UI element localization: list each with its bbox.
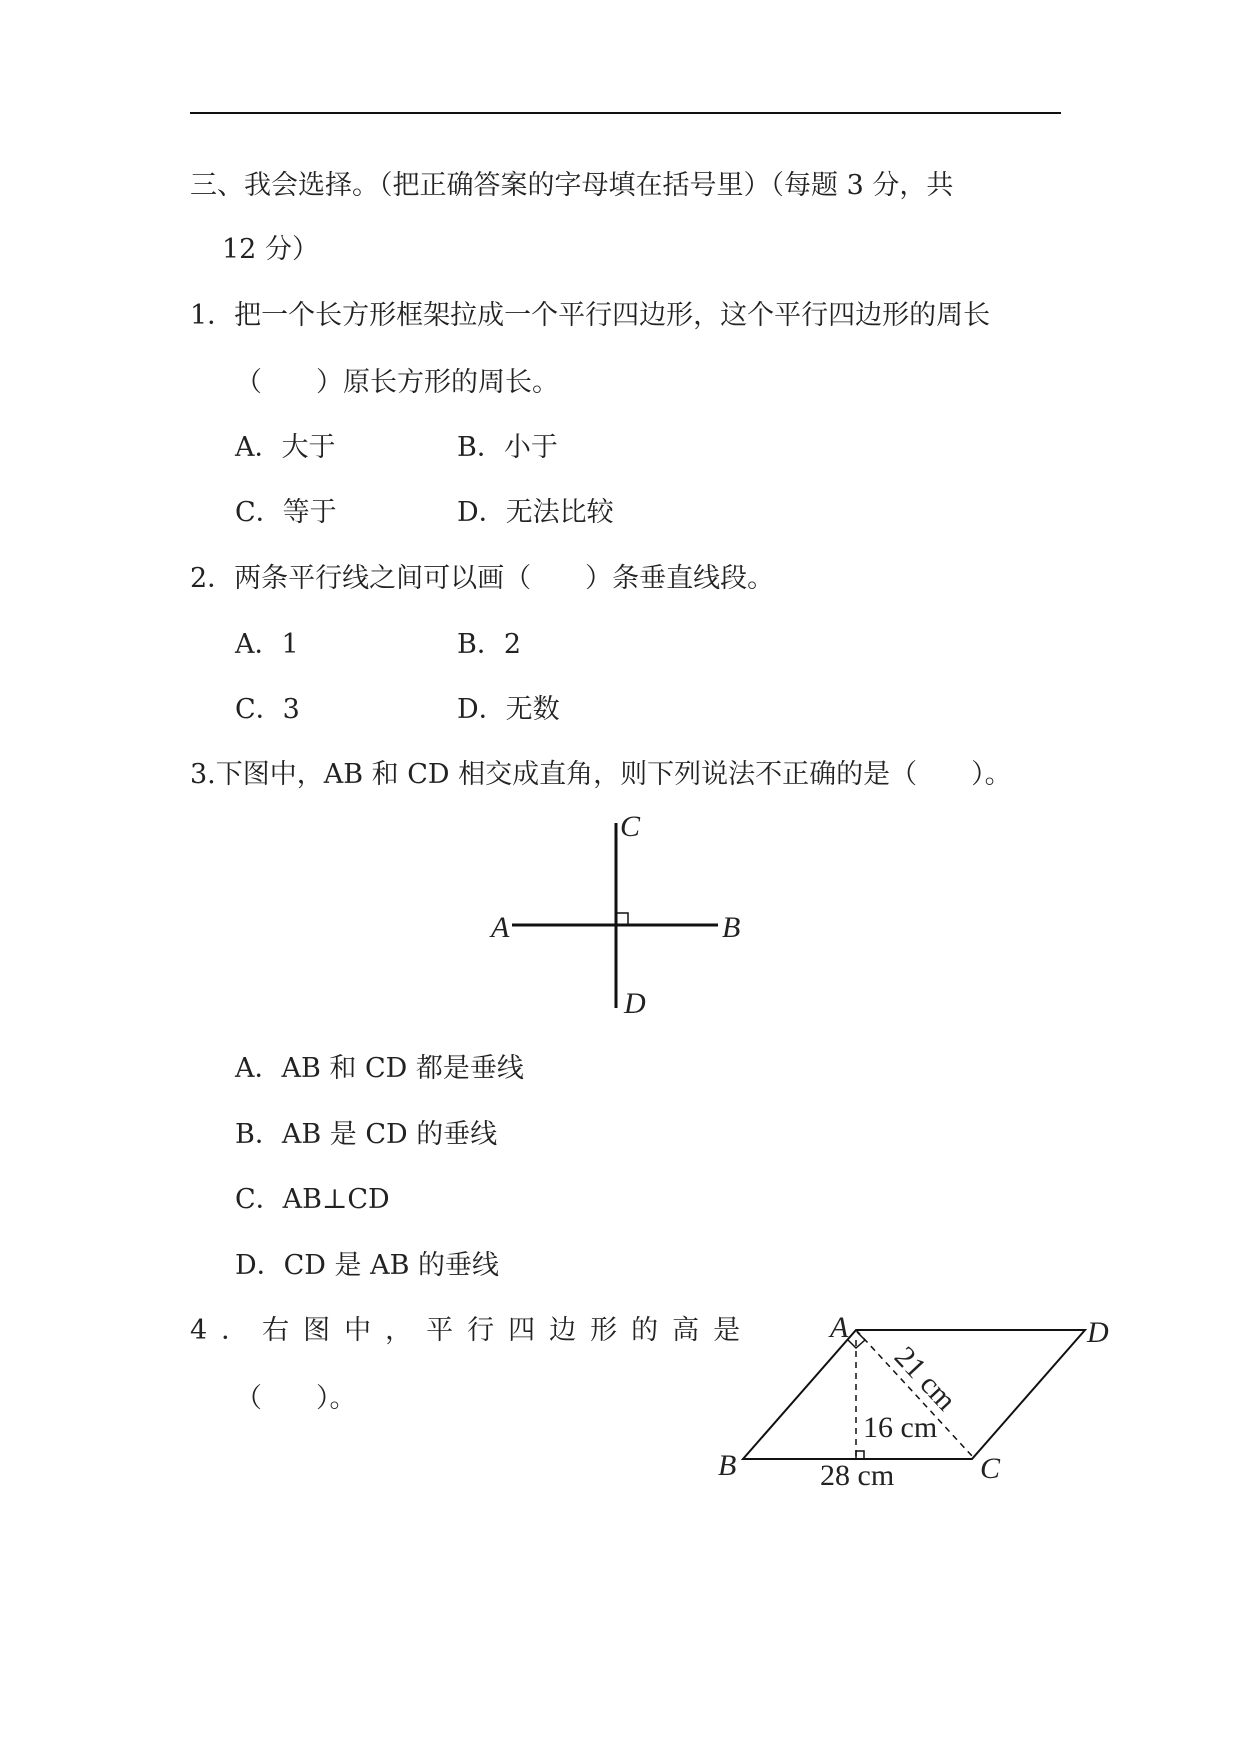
q1-text-cont: （ ）原长方形的周长。 [235,367,559,398]
label-a: A [830,1311,849,1344]
q3-option-b: B．AB 是 CD 的垂线 [235,1119,498,1150]
q2-option-a: A．1 [235,629,299,660]
label-c: C [980,1452,1001,1485]
q2-option-b: B．2 [457,629,522,660]
label-d: D [624,987,646,1020]
section-heading: 三、我会选择。（把正确答案的字母填在括号里）（每题 3 分，共 [190,170,954,201]
q3-option-d: D．CD 是 AB 的垂线 [235,1250,500,1281]
label-b: B [722,911,741,944]
q2-text: 2．两条平行线之间可以画（ ）条垂直线段。 [190,563,775,594]
q3-option-c: C．AB⊥CD [235,1184,390,1215]
q2-option-c: C．3 [235,694,300,725]
q3-text: 3.下图中，AB 和 CD 相交成直角，则下列说法不正确的是（ ）。 [190,759,1012,790]
perpendicular-lines-figure [489,810,740,1020]
diagonal-length: 21 cm [887,1340,963,1418]
q1-text: 1．把一个长方形框架拉成一个平行四边形，这个平行四边形的周长 [190,300,991,331]
q1-option-a: A．大于 [235,432,336,463]
label-d: D [1087,1316,1109,1349]
parallelogram-figure [718,1311,1109,1492]
q4-text-cont: （ ）。 [235,1383,357,1414]
label-b: B [718,1449,737,1482]
q2-option-d: D．无数 [457,694,560,725]
q4-text: 4．右图中，平行四边形的高是 [190,1315,755,1346]
q1-option-b: B．小于 [457,432,558,463]
q3-option-a: A．AB 和 CD 都是垂线 [235,1053,524,1084]
label-a: A [491,911,510,944]
label-c: C [620,810,641,843]
base-length: 28 cm [820,1459,895,1492]
right-angle-mark-base [856,1451,864,1459]
section-heading-cont: 12 分） [222,234,319,265]
q1-option-c: C．等于 [235,497,337,528]
right-angle-mark [616,913,628,925]
height-length: 16 cm [863,1411,938,1444]
q1-option-d: D．无法比较 [457,497,614,528]
